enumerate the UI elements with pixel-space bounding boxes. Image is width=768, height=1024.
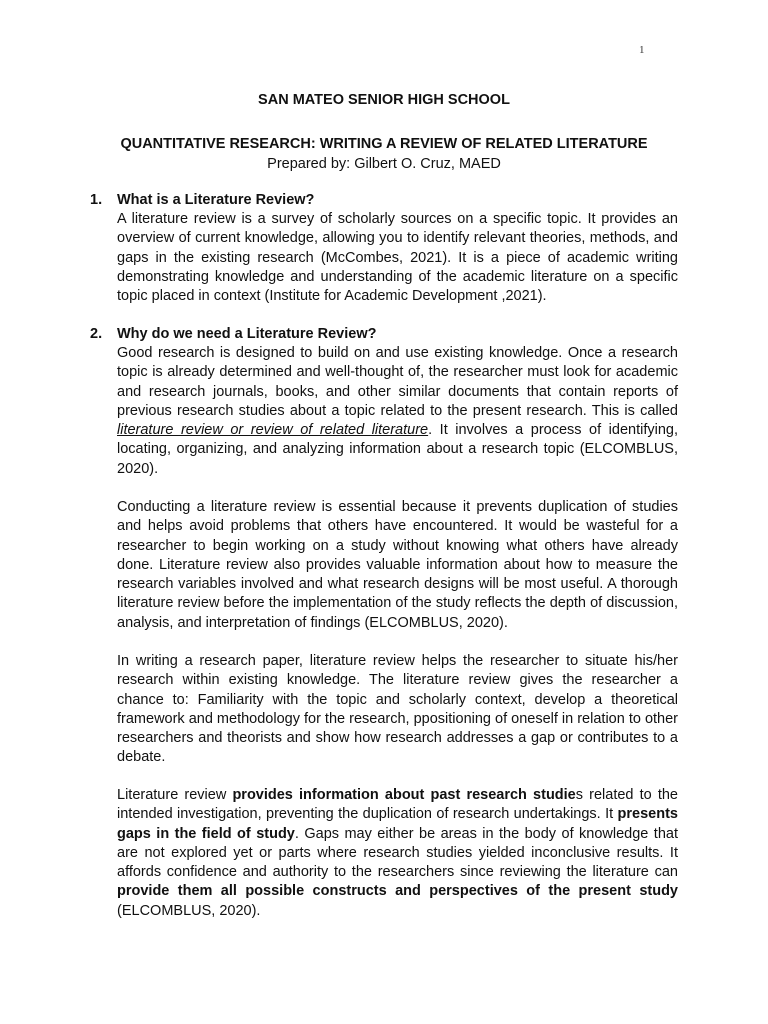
section-1-paragraph: A literature review is a survey of scholarly sources on a specific topic. It provides an overview of current knowledge, allowing you to identify relevant theories, methods, and gaps in the existing research (McCombes, 2021). It is a piece of academic writing demonstrating knowledge and understanding of the academic literature on a specific topic placed in context (Institute for Academic Development ,2021). <box>117 211 678 305</box>
section-2-paragraph-2: Conducting a literature review is essential because it prevents duplication of studies and helps avoid problems that others have encountered. It would be wasteful for a researcher to begin working on a study without knowing what others have already done. Literature review also provides valuable information about how to measure the research variables involved and what research designs will be most useful. A thorough literature review before the implementation of the study reflects the depth of discussion, analysis, and interpretation of findings (ELCOMBLUS, 2020). <box>117 499 678 631</box>
document-title: QUANTITATIVE RESEARCH: WRITING A REVIEW OF RELATED LITERATURE <box>120 136 648 152</box>
paragraph-text: (ELCOMBLUS, 2020). <box>117 902 261 919</box>
section-title: Why do we need a Literature Review? <box>117 326 377 342</box>
paragraph-text: Good research is designed to build on and use existing knowledge. Once a research topic is already determined and well-thought of, the researcher must look for academic and research journals, books, and other similar documents that contain reports of previous research studies about a topic related to the present research. This is called <box>117 345 678 419</box>
bold-phrase: provide them all possible constructs and perspectives of the present study <box>117 883 678 900</box>
section-number: 1. <box>90 192 103 208</box>
paragraph-text: . It involves a process of identifying, locating, organizing, and analyzing information about a research topic (ELCOMBLUS, 2020). <box>117 422 678 477</box>
section-1-heading <box>90 190 678 210</box>
section-title: What is a Literature Review? <box>117 192 315 208</box>
paragraph-text: s related to the intended investigation, preventing the duplication of research undertakings. It <box>117 787 678 823</box>
prepared-by: Prepared by: Gilbert O. Cruz, MAED <box>267 156 501 172</box>
bold-phrase: provides information about past research studie <box>232 787 576 803</box>
page-number: 1 <box>639 44 645 56</box>
section-2-paragraph-4 <box>117 786 678 921</box>
section-number: 2. <box>90 326 103 342</box>
section-2-paragraph-3: In writing a research paper, literature review helps the researcher to situate his/her research within existing knowledge. The literature review gives the researcher a chance to: Familiarity with the topic and scholarly context, develop a theoretical framework and methodology for the research, ppositioning of oneself in relation to other researchers and theorists and show how research addresses a gap or contributes to a debate. <box>117 653 678 766</box>
emphasized-term: literature review or review of related literature <box>117 422 429 439</box>
section-2-paragraph-1 <box>117 344 678 479</box>
bold-phrase: presents gaps in the field of study <box>117 806 678 842</box>
paragraph-text: . Gaps may either be areas in the body of knowledge that are not explored yet or parts where research studies yielded inconclusive results. It affords confidence and authority to the researchers since reviewing the literature can <box>117 825 678 881</box>
paragraph-text: Literature review <box>117 787 233 803</box>
school-name: SAN MATEO SENIOR HIGH SCHOOL <box>258 92 510 108</box>
section-2-heading <box>90 324 678 344</box>
